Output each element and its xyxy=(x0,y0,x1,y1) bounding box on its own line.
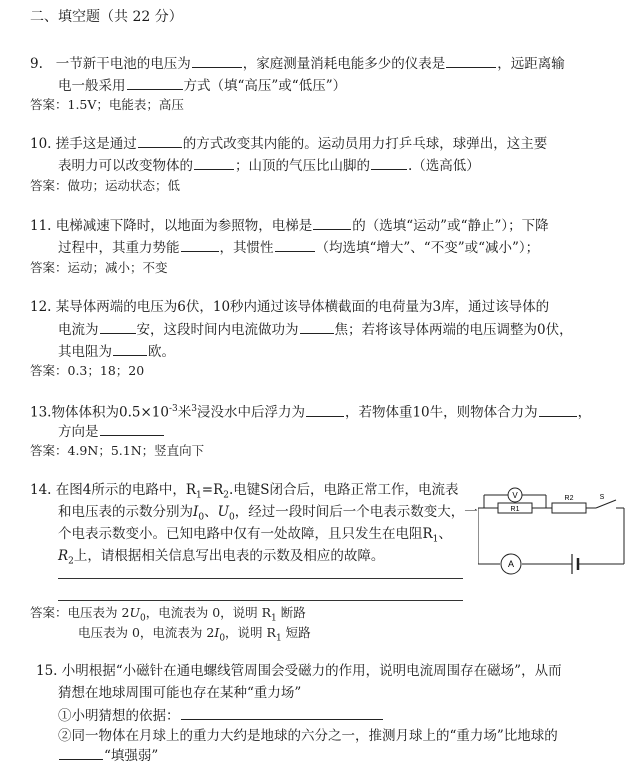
answer-blank[interactable] xyxy=(194,156,234,170)
question-10-line-1 xyxy=(30,134,547,153)
question-15-line-1 xyxy=(36,662,562,680)
question-text: 和电压表的示数分别为 xyxy=(58,504,193,520)
answer-blank[interactable] xyxy=(300,320,334,334)
question-text: 方式（填“高压”或“低压”） xyxy=(183,78,347,94)
question-text: 电一般采用 xyxy=(58,78,126,94)
ammeter-label: A xyxy=(507,559,515,569)
answer-blank[interactable] xyxy=(138,134,182,148)
question-14-line-1 xyxy=(30,481,459,505)
question-text: 、 xyxy=(438,526,452,542)
answer-14-line-2 xyxy=(78,624,311,648)
question-text: ，远距离输 xyxy=(497,56,565,72)
answer-text: 短路 xyxy=(281,625,311,640)
question-text: 米 xyxy=(177,404,192,421)
question-11-line-2 xyxy=(58,238,539,257)
question-number: 9. xyxy=(30,56,43,72)
answer-12: 答案：0.3；18；20 xyxy=(30,363,145,378)
question-text: 某导体两端的电压为6伏，10秒内通过该导体横截面的电荷量为3库，通过该导体的 xyxy=(55,299,550,315)
subscript: 0 xyxy=(228,512,235,523)
question-text: 欧。 xyxy=(148,344,175,360)
question-text: .（选高低） xyxy=(408,158,480,174)
answer-blank[interactable] xyxy=(181,706,383,720)
answer-blank[interactable] xyxy=(181,238,219,252)
question-number: 11. xyxy=(30,218,52,234)
question-text: ①小明猜想的依据： xyxy=(58,708,180,724)
question-text: 表明力可以改变物体的 xyxy=(58,158,193,174)
question-14-line-4 xyxy=(58,547,384,571)
question-text: 一节新干电池的电压为 xyxy=(55,56,191,72)
subscript: 1 xyxy=(432,534,439,545)
superscript: 3 xyxy=(191,404,197,414)
r1-label: R1 xyxy=(510,506,520,513)
question-text: 浸没水中后浮力为 xyxy=(196,404,305,421)
answer-text: 电压表为 0，电流表为 2 xyxy=(78,625,215,640)
question-13-line-2 xyxy=(58,422,165,441)
answer-blank[interactable] xyxy=(100,320,136,334)
answer-11: 答案：运动；减小；不变 xyxy=(30,260,168,275)
answer-text: ，电流表为 0，说明 R xyxy=(145,605,272,620)
question-11-line-1 xyxy=(30,216,549,235)
answer-text: ，说明 R xyxy=(225,625,276,640)
variable: U xyxy=(217,504,229,520)
variable: I xyxy=(214,625,220,640)
answer-blank[interactable] xyxy=(275,238,315,252)
subscript: 0 xyxy=(198,512,205,523)
question-15-line-3 xyxy=(58,706,384,725)
question-text: 个电表示数变小。已知电路中仅有一处故障，且只发生在电阻R xyxy=(58,526,433,542)
question-number: 15. xyxy=(36,663,58,679)
question-text: 物体体积为0.5×10 xyxy=(51,404,169,421)
voltmeter-label: V xyxy=(512,491,518,500)
question-9-line-1 xyxy=(30,54,565,73)
answer-13: 答案：4.9N；5.1N；竖直向下 xyxy=(30,443,205,458)
subscript: 1 xyxy=(275,633,282,644)
question-text: 、 xyxy=(204,504,218,520)
answer-blank[interactable] xyxy=(113,342,147,356)
answer-blank[interactable] xyxy=(127,76,183,90)
answer-line[interactable] xyxy=(58,600,463,601)
question-text: 电梯减速下降时，以地面为参照物，电梯是 xyxy=(55,218,313,234)
question-text: 安，这段时间内电流做功为 xyxy=(136,322,299,338)
question-text: 焦；若将该导体两端的电压调整为0伏， xyxy=(334,322,573,338)
question-15-line-2: 猜想在地球周围可能也存在某种“重力场” xyxy=(58,685,302,701)
question-text: 小明根据“小磁针在通电螺线管周围会受磁力的作用，说明电流周围存在磁场”，从而 xyxy=(61,663,562,679)
question-text: 电流为 xyxy=(58,322,99,338)
question-12-line-2 xyxy=(58,320,573,339)
subscript: 0 xyxy=(219,633,226,644)
question-text: ，若物体重10牛，则物体合力为 xyxy=(344,404,538,421)
switch-label: S xyxy=(599,494,605,501)
question-10-line-2 xyxy=(58,156,480,175)
question-14-line-2 xyxy=(58,503,478,527)
question-text: “填强弱” xyxy=(104,748,159,764)
question-12-line-3 xyxy=(58,342,175,361)
answer-blank[interactable] xyxy=(100,422,164,436)
question-text: ，经过一段时间后一个电表示数变大，一 xyxy=(234,504,478,520)
question-text: 其电阻为 xyxy=(58,344,112,360)
question-text: 过程中，其重力势能 xyxy=(58,240,180,256)
question-text: 方向是 xyxy=(58,424,99,440)
answer-9: 答案：1.5V；电能表；高压 xyxy=(30,97,184,112)
question-text: 搓手这是通过 xyxy=(55,136,137,152)
answer-text: 断路 xyxy=(276,605,306,620)
subscript: 2 xyxy=(223,490,229,501)
question-text: ；山顶的气压比山脚的 xyxy=(235,158,370,174)
answer-blank[interactable] xyxy=(306,403,344,417)
question-13-line-1 xyxy=(30,400,591,422)
answer-text: 答案：电压表为 2 xyxy=(30,605,130,620)
question-number: 12. xyxy=(30,299,52,315)
answer-blank[interactable] xyxy=(371,156,407,170)
subscript: 1 xyxy=(271,613,277,624)
answer-blank[interactable] xyxy=(539,403,577,417)
question-text: 在图4所示的电路中，R xyxy=(55,482,197,498)
variable: R xyxy=(58,548,69,564)
question-text: （均选填“增大”、“不变”或“减小”）； xyxy=(315,240,540,256)
variable: I xyxy=(193,504,199,520)
question-text: ， xyxy=(577,404,592,421)
section-title: 二、填空题（共 22 分） xyxy=(30,9,183,25)
question-14-line-3 xyxy=(58,525,452,549)
question-9-line-2 xyxy=(58,76,346,95)
question-15-line-5 xyxy=(58,746,158,765)
variable: U xyxy=(129,605,140,620)
answer-blank[interactable] xyxy=(59,746,103,760)
answer-line[interactable] xyxy=(58,578,463,579)
answer-blank[interactable] xyxy=(313,216,351,230)
question-text: 的方式改变其内能的。运动员用力打乒乓球，球弹出，这主要 xyxy=(182,136,548,152)
question-15-line-4: ②同一物体在月球上的重力大约是地球的六分之一，推测月球上的“重力场”比地球的 xyxy=(58,728,558,744)
answer-10: 答案：做功；运动状态；低 xyxy=(30,178,181,193)
question-text: 的（选填“运动”或“静止”）；下降 xyxy=(352,218,549,234)
question-12-line-1 xyxy=(30,298,549,316)
question-text: ，其惯性 xyxy=(219,240,274,256)
answer-blank[interactable] xyxy=(446,54,496,68)
question-number: 14. xyxy=(30,482,52,498)
r2-label: R2 xyxy=(564,495,574,502)
subscript: 1 xyxy=(196,490,202,501)
subscript: 2 xyxy=(68,556,74,567)
question-text: =R xyxy=(201,482,224,498)
circuit-diagram xyxy=(478,478,628,578)
superscript: -3 xyxy=(168,404,178,414)
question-text: ，家庭测量消耗电能多少的仪表是 xyxy=(242,56,446,72)
question-number: 10. xyxy=(30,136,52,152)
question-number: 13. xyxy=(30,404,52,421)
question-text: .电键S闭合后，电路正常工作，电流表 xyxy=(229,482,459,498)
subscript: 0 xyxy=(139,613,146,624)
answer-blank[interactable] xyxy=(192,54,242,68)
question-text: 上，请根据相关信息写出电表的示数及相应的故障。 xyxy=(73,548,385,564)
